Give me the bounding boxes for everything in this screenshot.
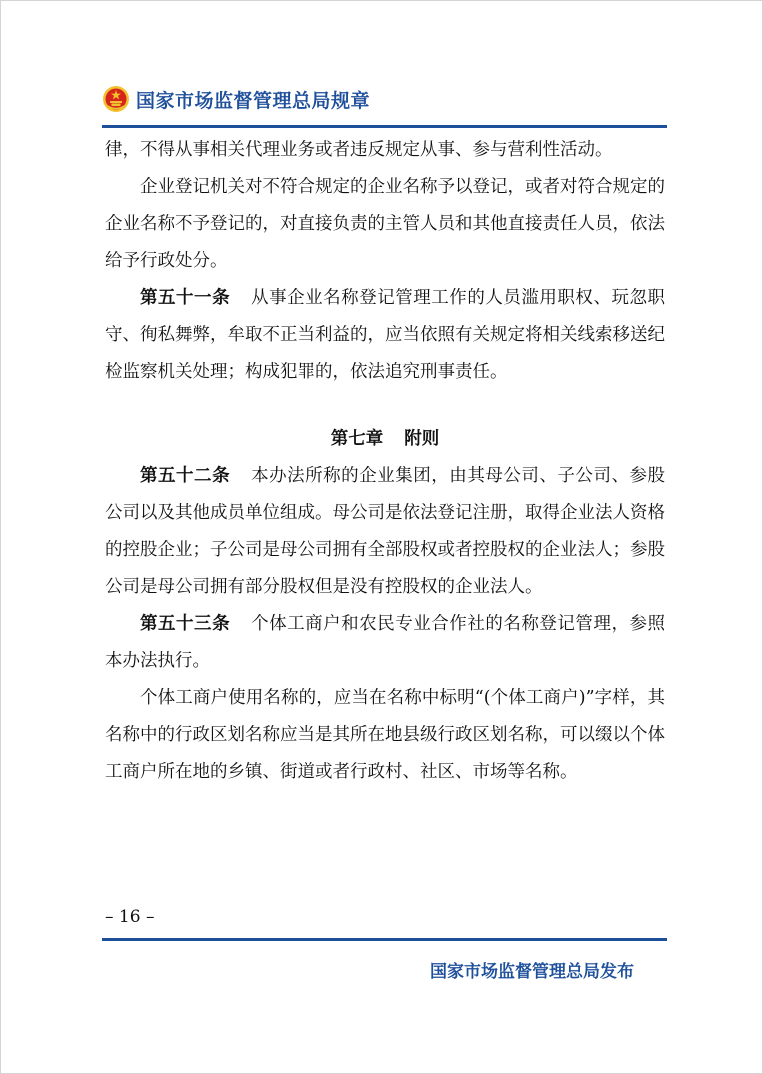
header-divider [102,125,667,128]
chapter-title: 附则 [404,429,440,449]
header-title: 国家市场监督管理总局规章 [136,89,371,112]
paragraph-individual-business-name: 个体工商户使用名称的，应当在名称中标明“(个体工商户)”字样，其名称中的行政区划名称应当是其所在地县级行政区划名称，可以缀以个体工商户所在地的乡镇、街道或者行政村、社区、市场等名称。 [105,688,665,782]
footer-divider [102,938,667,941]
article-51-text: 从事企业名称登记管理工作的人员滥用职权、玩忽职守、徇私舞弊，牟取不正当利益的，应当依照有关规定将相关线索移送纪检监察机关处理；构成犯罪的，依法追究刑事责任。 [105,288,665,382]
article-52-number: 第五十二条 [140,466,231,486]
document-body [105,132,665,791]
article-52-text: 本办法所称的企业集团，由其母公司、子公司、参股公司以及其他成员单位组成。母公司是依法登记注册，取得企业法人资格的控股企业；子公司是母公司拥有全部股权或者控股权的企业法人；参股公司是母公司拥有部分股权但是没有控股权的企业法人。 [105,466,665,597]
article-53 [105,606,665,680]
footer-publisher: 国家市场监督管理总局发布 [430,962,634,982]
page-number: – 16 – [105,907,155,927]
paragraph-registration-liability: 企业登记机关对不符合规定的企业名称予以登记，或者对符合规定的企业名称不予登记的，对直接负责的主管人员和其他直接责任人员，依法给予行政处分。 [105,177,665,271]
page-header [102,85,370,113]
paragraph-continued: 律，不得从事相关代理业务或者违反规定从事、参与营利性活动。 [105,140,613,160]
chapter-number: 第七章 [330,429,384,449]
chapter-heading [105,421,665,458]
article-52 [105,458,665,606]
article-53-text: 个体工商户和农民专业合作社的名称登记管理，参照本办法执行。 [105,614,665,671]
article-51 [105,280,665,391]
national-emblem-icon [102,85,130,113]
article-53-number: 第五十三条 [140,614,231,634]
article-51-number: 第五十一条 [140,288,231,308]
